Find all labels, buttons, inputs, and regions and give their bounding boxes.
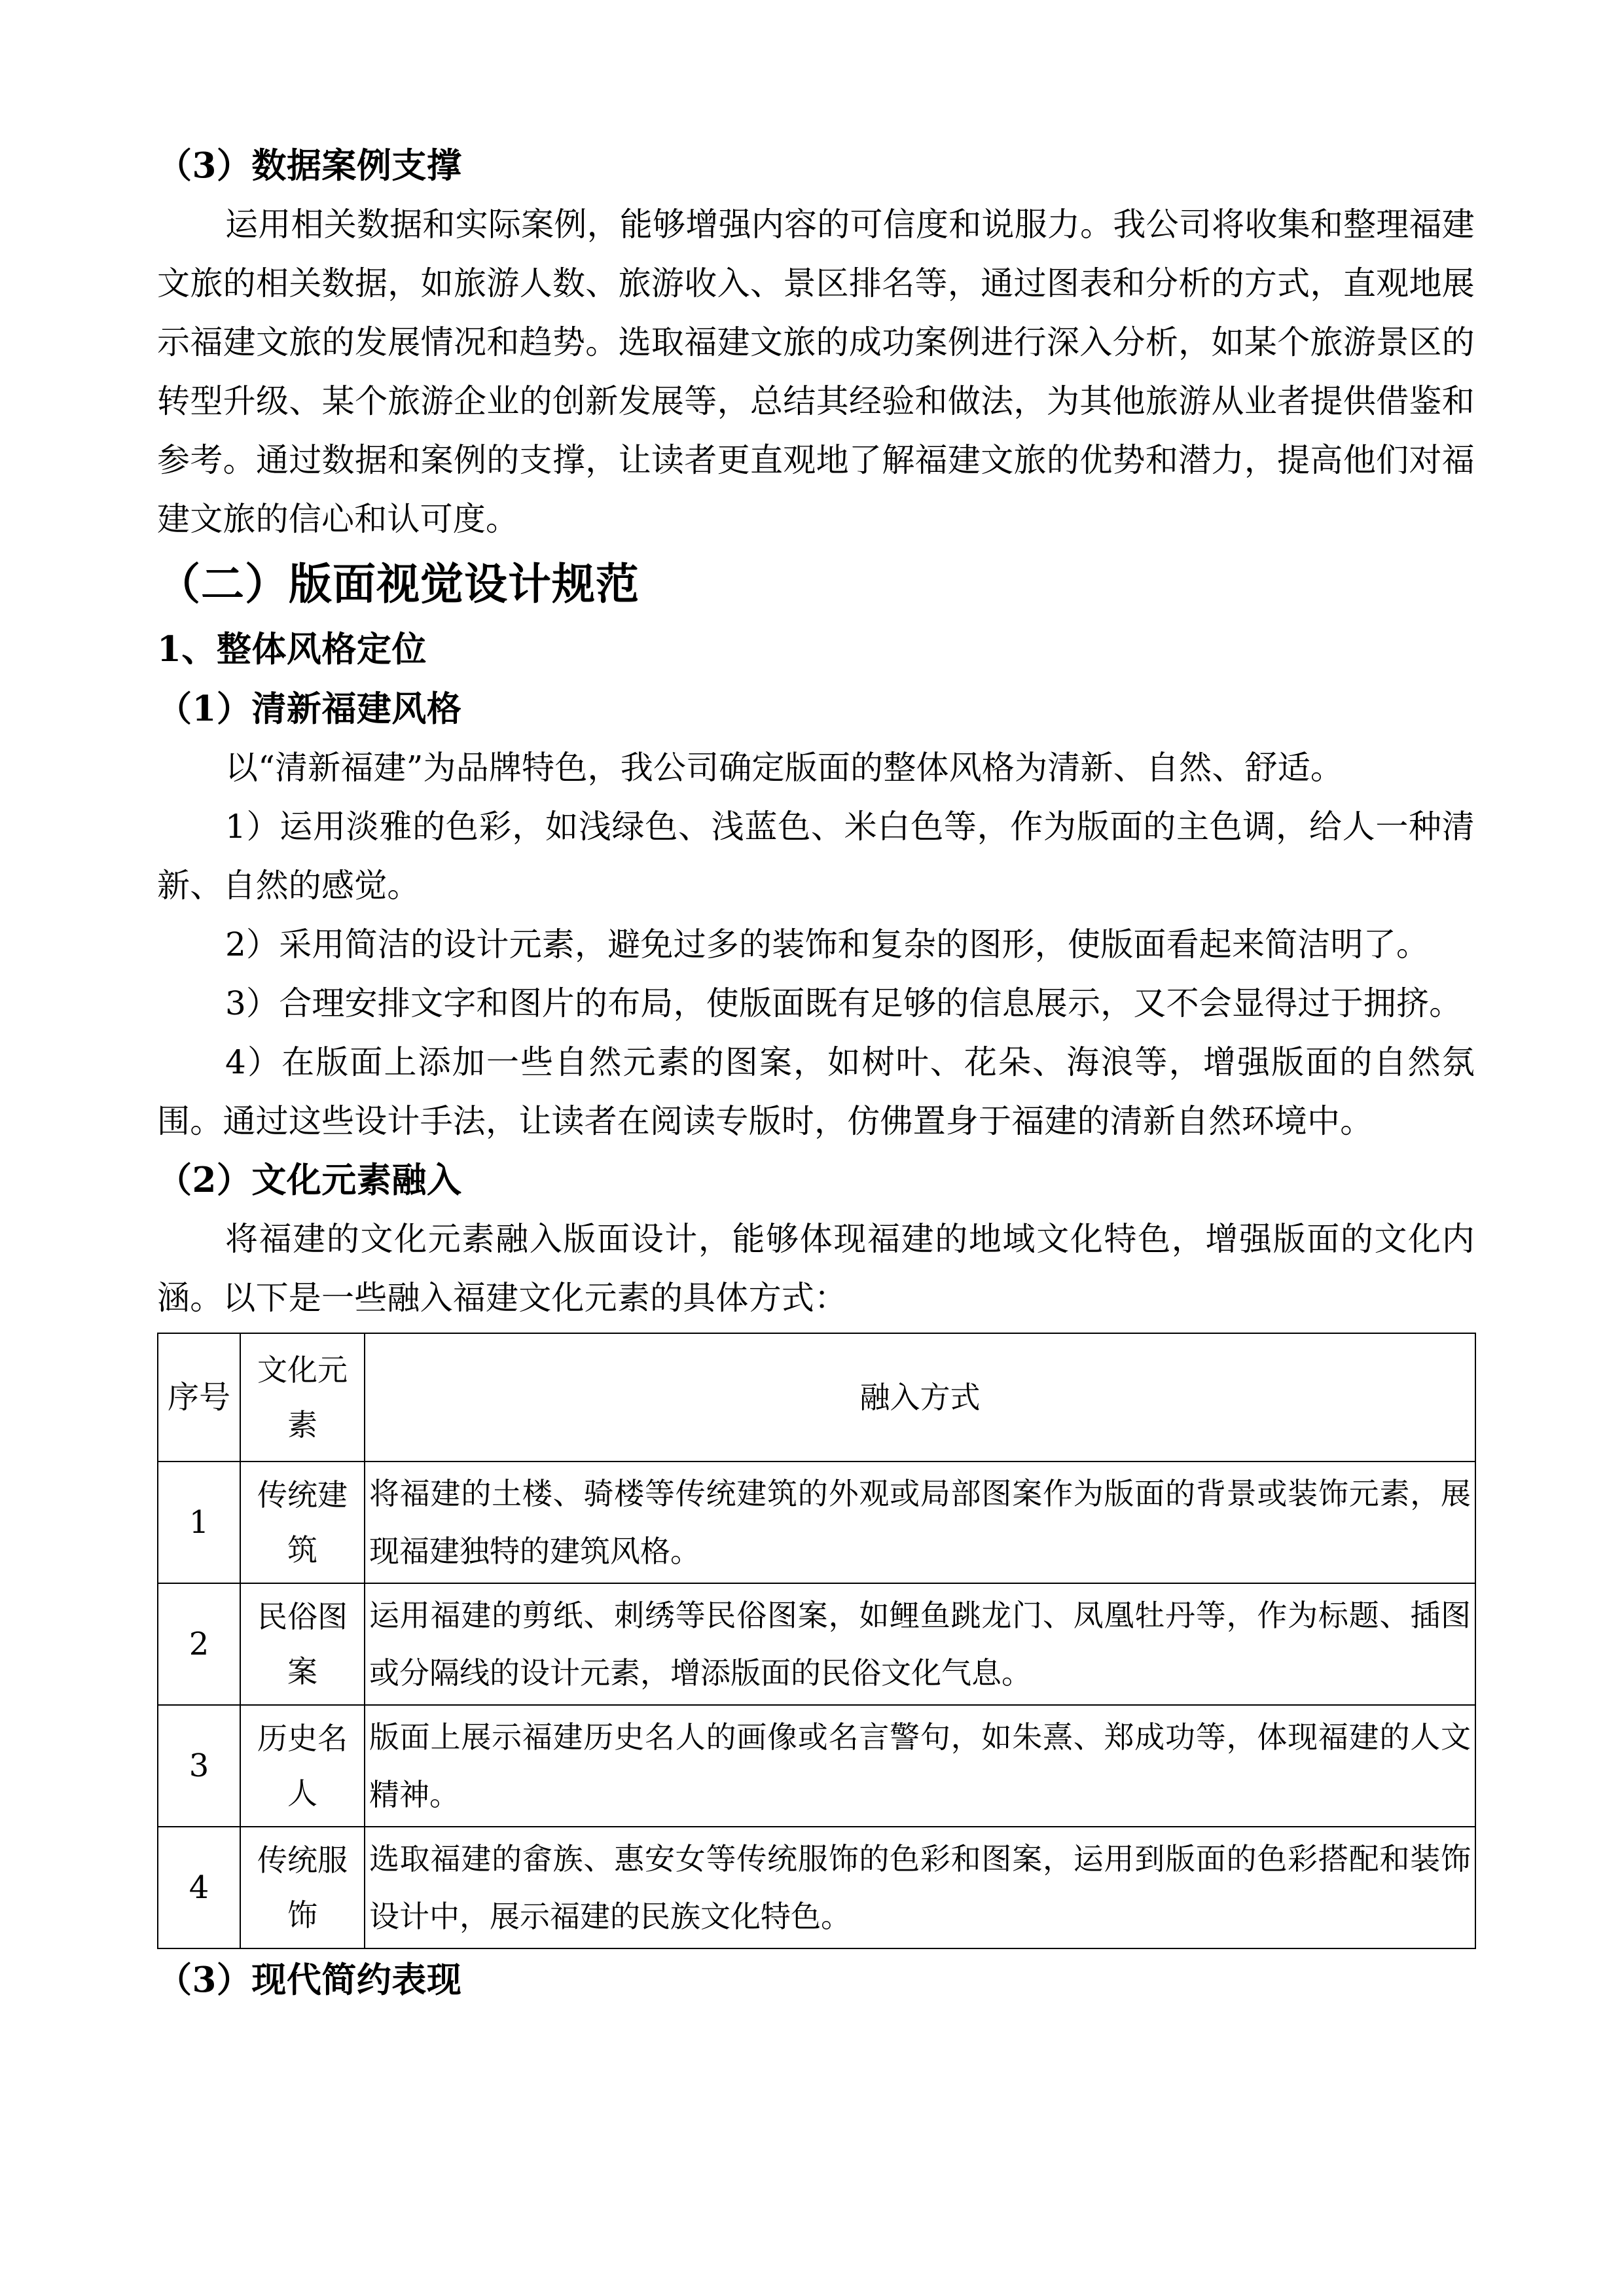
- heading-culture-element-fusion: （2）文化元素融入: [157, 1160, 462, 1200]
- table-row: [158, 1827, 1475, 1948]
- table-header-element: 文化元素: [240, 1333, 365, 1462]
- heading-modern-minimal-expression: （3）现代简约表现: [157, 1960, 462, 2000]
- table-cell-no: 3: [158, 1705, 240, 1827]
- culture-fusion-table-wrapper: [157, 1333, 1475, 1949]
- table-row: [158, 1462, 1475, 1583]
- table-cell-way: 版面上展示福建历史名人的画像或名言警句，如朱熹、郑成功等，体现福建的人文精神。: [365, 1705, 1475, 1827]
- heading-data-case-support: （3）数据案例支撑: [157, 145, 462, 186]
- table-cell-element: 历史名人: [240, 1705, 365, 1827]
- table-row: [158, 1583, 1475, 1705]
- paragraph-data-case-support: 运用相关数据和实际案例，能够增强内容的可信度和说服力。我公司将收集和整理福建文旅的相关数据，如旅游人数、旅游收入、景区排名等，通过图表和分析的方式，直观地展示福建文旅的发展情况和趋势。选取福建文旅的成功案例进行深入分析，如某个旅游景区的转型升级、某个旅游企业的创新发展等，总结其经验和做法，为其他旅游从业者提供借鉴和参考。通过数据和案例的支撑，让读者更直观地了解福建文旅的优势和潜力，提高他们对福建文旅的信心和认可度。: [157, 206, 1475, 538]
- table-cell-no: 1: [158, 1462, 240, 1583]
- table-cell-way: 将福建的土楼、骑楼等传统建筑的外观或局部图案作为版面的背景或装饰元素，展现福建独特的建筑风格。: [365, 1462, 1475, 1583]
- heading-fresh-fujian-style: （1）清新福建风格: [157, 689, 462, 729]
- table-cell-element: 民俗图案: [240, 1583, 365, 1705]
- paragraph-fresh-style-item-2: 2）采用简洁的设计元素，避免过多的装饰和复杂的图形，使版面看起来简洁明了。: [225, 925, 1430, 963]
- paragraph-fresh-style-item-3: 3）合理安排文字和图片的布局，使版面既有足够的信息展示，又不会显得过于拥挤。: [225, 984, 1462, 1022]
- paragraph-fresh-style-item-4: 4）在版面上添加一些自然元素的图案，如树叶、花朵、海浪等，增强版面的自然氛围。通过这些设计手法，让读者在阅读专版时，仿佛置身于福建的清新自然环境中。: [157, 1043, 1475, 1140]
- table-cell-way: 运用福建的剪纸、刺绣等民俗图案，如鲤鱼跳龙门、凤凰牡丹等，作为标题、插图或分隔线的设计元素，增添版面的民俗文化气息。: [365, 1583, 1475, 1705]
- paragraph-culture-fusion-intro: 将福建的文化元素融入版面设计，能够体现福建的地域文化特色，增强版面的文化内涵。以下是一些融入福建文化元素的具体方式：: [157, 1220, 1475, 1317]
- paragraph-fresh-style-lead: 以“清新福建”为品牌特色，我公司确定版面的整体风格为清新、自然、舒适。: [225, 749, 1344, 787]
- table-header-row: [158, 1333, 1475, 1462]
- heading-section-visual-design: （二）版面视觉设计规范: [157, 558, 640, 609]
- table-cell-element: 传统服饰: [240, 1827, 365, 1948]
- table-row: [158, 1705, 1475, 1827]
- heading-overall-style-positioning: 1、整体风格定位: [157, 629, 427, 670]
- document-body: [157, 136, 1475, 2009]
- table-cell-no: 2: [158, 1583, 240, 1705]
- table-cell-no: 4: [158, 1827, 240, 1948]
- culture-fusion-table: [157, 1333, 1476, 1949]
- table-cell-way: 选取福建的畲族、惠安女等传统服饰的色彩和图案，运用到版面的色彩搭配和装饰设计中，展示福建的民族文化特色。: [365, 1827, 1475, 1948]
- table-header-way: 融入方式: [365, 1333, 1475, 1462]
- table-cell-element: 传统建筑: [240, 1462, 365, 1583]
- table-header-no: 序号: [158, 1333, 240, 1462]
- paragraph-fresh-style-item-1: 1）运用淡雅的色彩，如浅绿色、浅蓝色、米白色等，作为版面的主色调，给人一种清新、自然的感觉。: [157, 808, 1475, 905]
